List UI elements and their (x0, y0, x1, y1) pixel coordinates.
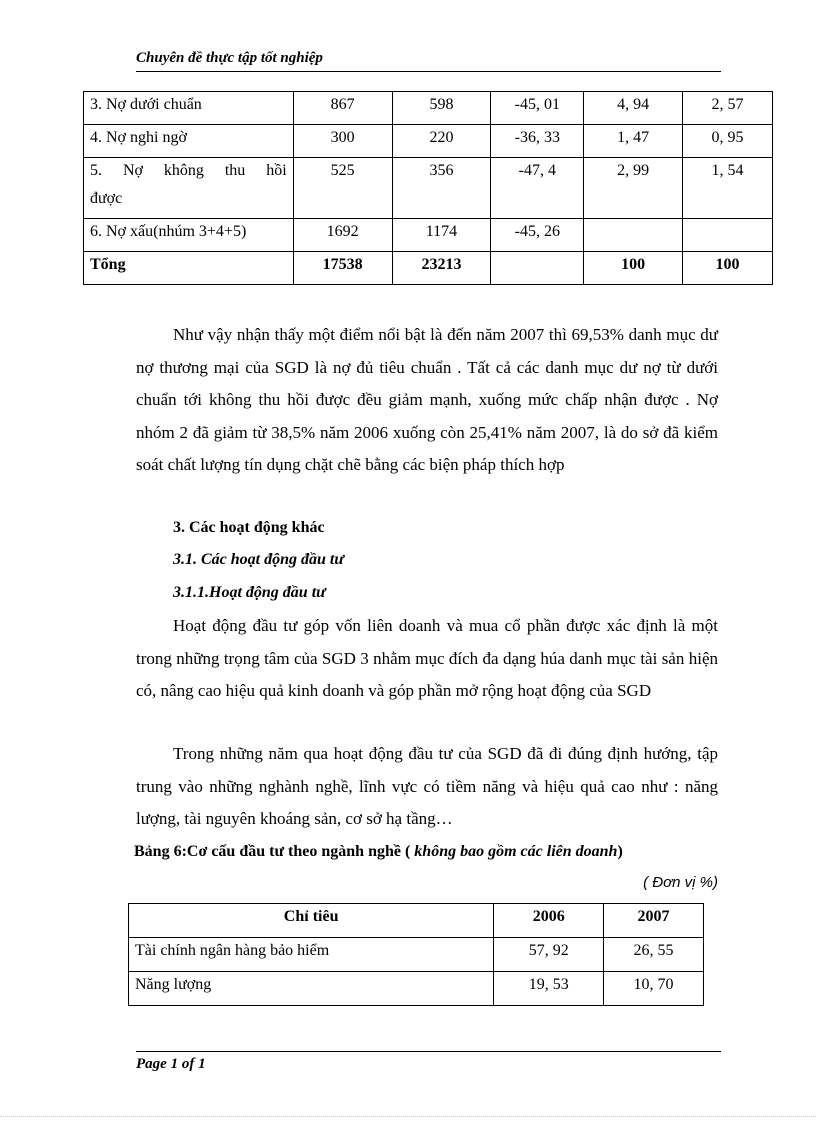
cell: -47, 4 (491, 158, 584, 219)
unit-label: ( Đơn vị %) (643, 874, 718, 891)
table-row (84, 219, 773, 252)
column-header: 2006 (494, 904, 604, 938)
cell: 4, 94 (584, 92, 683, 125)
row-label: 3. Nợ dưới chuẩn (84, 92, 294, 125)
cell: 300 (293, 125, 392, 158)
table-row (84, 158, 773, 219)
cell: 0, 95 (683, 125, 773, 158)
row-label-line1: 5. Nợ không thu hồi (90, 162, 287, 179)
cell: 100 (683, 252, 773, 285)
caption-main: Bảng 6:Cơ cấu đầu tư theo ngành nghề ( (134, 843, 415, 860)
footer-rule (136, 1051, 721, 1052)
header-title: Chuyên đề thực tập tốt nghiệp (136, 50, 323, 66)
table-row (129, 972, 704, 1006)
page-number: Page 1 of 1 (136, 1056, 206, 1072)
cell: -36, 33 (491, 125, 584, 158)
cell: 26, 55 (604, 938, 704, 972)
cell: 356 (392, 158, 491, 219)
cell: 100 (584, 252, 683, 285)
cell: 19, 53 (494, 972, 604, 1006)
cell: 2, 99 (584, 158, 683, 219)
caption-end: ) (617, 843, 623, 860)
cell: 10, 70 (604, 972, 704, 1006)
cell: 1692 (293, 219, 392, 252)
row-label: 4. Nợ nghi ngờ (84, 125, 294, 158)
paragraph-2: Hoạt động đầu tư góp vốn liên doanh và mua cổ phần được xác định là một trong những trọng tâm của SGD 3 nhằm mục đích đa dạng húa danh mục tài sản hiện có, nâng cao hiệu quả kinh doanh và góp phần mở rộng hoạt động của SGD (136, 616, 718, 700)
cell: 2, 57 (683, 92, 773, 125)
cell: 525 (293, 158, 392, 219)
cell: 1, 47 (584, 125, 683, 158)
table-row (84, 125, 773, 158)
cell (584, 219, 683, 252)
cell: 57, 92 (494, 938, 604, 972)
row-label: Tài chính ngân hàng bảo hiểm (129, 938, 494, 972)
section-heading-3-1: 3.1. Các hoạt động đầu tư (173, 551, 344, 568)
column-header: 2007 (604, 904, 704, 938)
table-header-row (129, 904, 704, 938)
cell: -45, 01 (491, 92, 584, 125)
row-label-line2: được (90, 190, 123, 207)
section-heading-3-1-1: 3.1.1.Hoạt động đầu tư (173, 584, 326, 601)
caption-italic: không bao gồm các liên doanh (414, 843, 618, 860)
paragraph-3: Trong những năm qua hoạt động đầu tư của SGD đã đi đúng định hướng, tập trung vào những nghành nghề, lĩnh vực có tiềm năng và hiệu quả cao như : năng lượng, tài nguyên khoáng sản, cơ sở hạ tầng… (136, 744, 718, 828)
cell (491, 252, 584, 285)
cell: 1174 (392, 219, 491, 252)
row-label: Tổng (84, 252, 294, 285)
cell: 23213 (392, 252, 491, 285)
table-caption (134, 843, 734, 861)
column-header: Chỉ tiêu (129, 904, 494, 938)
section-heading-3: 3. Các hoạt động khác (173, 519, 325, 536)
cell: -45, 26 (491, 219, 584, 252)
cell: 17538 (293, 252, 392, 285)
page-edge (0, 1116, 816, 1117)
cell (683, 219, 773, 252)
row-label: 6. Nợ xấu(nhúm 3+4+5) (84, 219, 294, 252)
cell: 598 (392, 92, 491, 125)
table-row-total (84, 252, 773, 285)
paragraph-1: Như vậy nhận thấy một điểm nổi bật là đến năm 2007 thì 69,53% danh mục dư nợ thương mại của SGD là nợ đủ tiêu chuẩn . Tất cả các danh mục dư nợ từ dưới chuẩn tới không thu hồi được đều giảm mạnh, xuống mức chấp nhận được . Nợ nhóm 2 đã giảm từ 38,5% năm 2006 xuống còn 25,41% năm 2007, là do sở đã kiểm soát chất lượng tín dụng chặt chẽ bằng các biện pháp thích hợp (136, 325, 718, 474)
table-row (84, 92, 773, 125)
row-label: Năng lượng (129, 972, 494, 1006)
header-rule (136, 71, 721, 72)
cell: 1, 54 (683, 158, 773, 219)
table-row (129, 938, 704, 972)
row-label (84, 158, 294, 219)
cell: 220 (392, 125, 491, 158)
investment-table (128, 903, 704, 1006)
cell: 867 (293, 92, 392, 125)
debt-table (83, 91, 773, 285)
